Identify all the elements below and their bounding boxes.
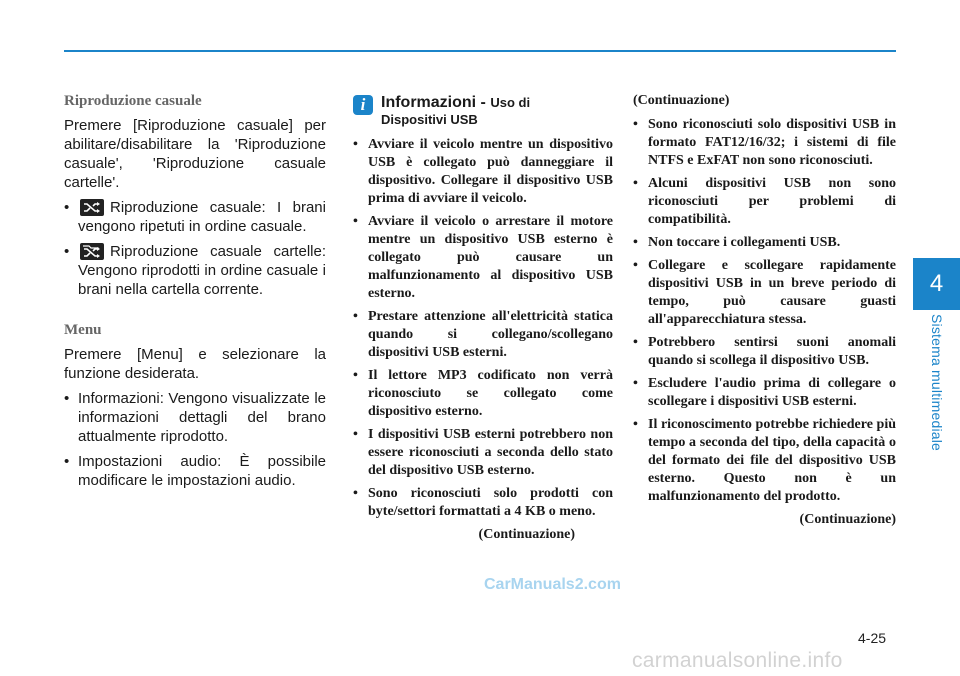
usb-caution-list-continued	[633, 116, 896, 506]
shuffle-icon	[80, 199, 104, 216]
info-icon: i	[353, 95, 373, 115]
menu-intro: Premere [Menu] e selezionare la funzione desiderata.	[64, 346, 326, 382]
list-item: • Avviare il veicolo mentre un dispositivo USB è collegato può danneggiare il dispositivo. Collegare il dispositivo USB prima di avviare il veicolo.	[353, 136, 613, 208]
top-rule	[64, 50, 896, 52]
watermark-primary: CarManuals2.com	[484, 576, 621, 593]
list-item: • Sono riconosciuti solo dispositivi USB in formato FAT12/16/32; i sistemi di file NTFS e ExFAT non sono riconosciuti.	[633, 116, 896, 170]
list-item: • I dispositivi USB esterni potrebbero non essere riconosciuti a seconda dello stato del dispositivo USB esterno.	[353, 426, 613, 480]
continued-note-middle: (Continuazione)	[478, 527, 575, 542]
list-item: • Impostazioni audio: È possibile modificare le impostazioni audio.	[64, 452, 326, 490]
shuffle-item-text: Riproduzione casuale: I brani vengono ripetuti in ordine casuale.	[78, 199, 326, 235]
chapter-label: Sistema multimediale	[929, 314, 945, 452]
continued-note-head: (Continuazione)	[633, 93, 730, 108]
list-item: • Collegare e scollegare rapidamente dispositivi USB in un breve periodo di tempo, può causare guasti all'apparecchiatura stessa.	[633, 257, 896, 329]
chapter-number-tab: 4	[913, 258, 960, 310]
shuffle-folder-item-text: Riproduzione casuale cartelle: Vengono riprodotti in ordine casuale i brani nella cartella corrente.	[78, 243, 326, 298]
continued-note-foot: (Continuazione)	[799, 512, 896, 527]
info-title: Informazioni - Uso di Dispositivi USB	[381, 94, 531, 127]
menu-list	[64, 389, 326, 490]
shuffle-folder-icon	[80, 243, 104, 260]
info-header	[353, 94, 613, 128]
list-item: • Sono riconosciuti solo prodotti con byte/settori formattati a 4 KB o meno.	[353, 485, 613, 521]
left-column	[64, 92, 326, 496]
shuffle-intro: Premere [Riproduzione casuale] per abilitare/disabilitare la 'Riproduzione casuale', 'Riproduzione casuale cartelle'.	[64, 117, 326, 191]
page-number: 4-25	[858, 630, 887, 646]
watermark-secondary: carmanualsonline.info	[632, 649, 843, 672]
list-item	[64, 198, 326, 236]
usb-caution-list	[353, 136, 613, 521]
menu-heading: Menu	[64, 322, 102, 338]
shuffle-list	[64, 198, 326, 299]
list-item: • Prestare attenzione all'elettricità statica quando si collegano/scollegano dispositivi USB esterni.	[353, 308, 613, 362]
list-item: • Escludere l'audio prima di collegare o scollegare i dispositivi USB esterni.	[633, 375, 896, 411]
shuffle-heading: Riproduzione casuale	[64, 93, 202, 109]
list-item	[64, 242, 326, 299]
list-item: • Avviare il veicolo o arrestare il motore mentre un dispositivo USB esterno è collegato può causare un malfunzionamento al dispositivo USB esterno.	[353, 213, 613, 303]
list-item: • Alcuni dispositivi USB non sono riconosciuti per problemi di compatibilità.	[633, 175, 896, 229]
list-item: • Potrebbero sentirsi suoni anomali quando si scollega il dispositivo USB.	[633, 334, 896, 370]
right-column	[633, 92, 896, 529]
list-item: • Il riconoscimento potrebbe richiedere più tempo a seconda del tipo, della capacità o del formato dei file del dispositivo USB esterno. Questo non è un malfunzionamento del prodotto.	[633, 416, 896, 506]
list-item: • Non toccare i collegamenti USB.	[633, 234, 896, 252]
middle-column	[353, 94, 613, 544]
list-item: • Il lettore MP3 codificato non verrà riconosciuto se collegato come dispositivo esterno.	[353, 367, 613, 421]
list-item: • Informazioni: Vengono visualizzate le informazioni dettagli del brano attualmente riprodotto.	[64, 389, 326, 446]
